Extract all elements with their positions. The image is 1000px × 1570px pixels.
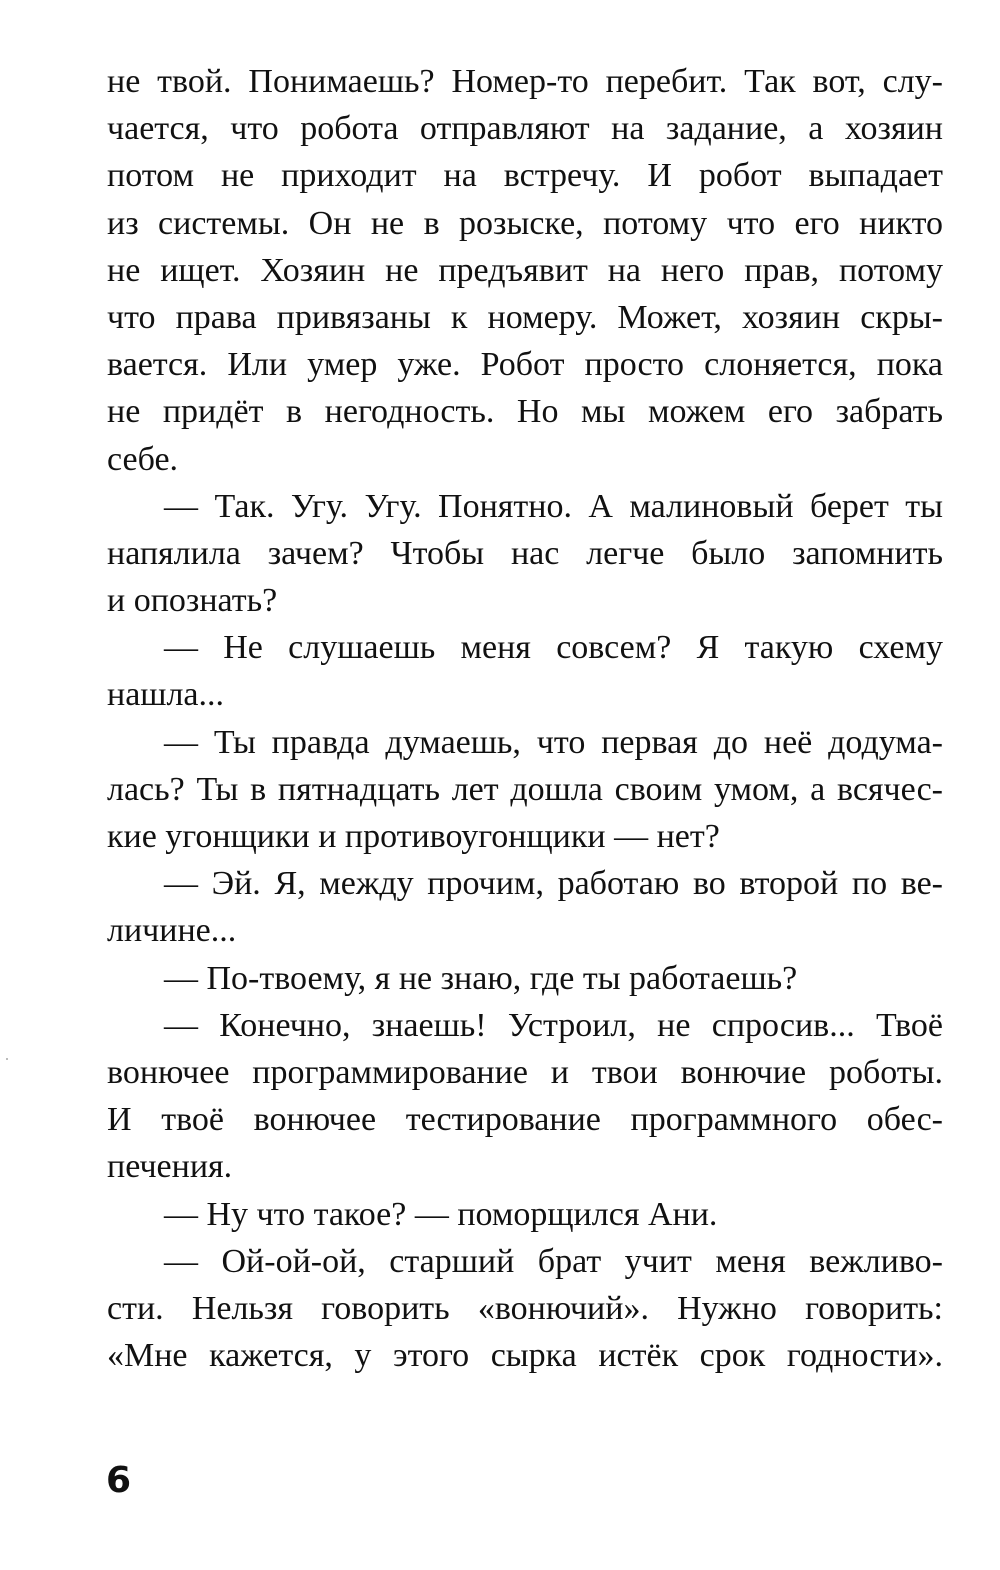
text-line: не придёт в негодность. Но мы можем его забрать [107,393,943,431]
text-line: печения. [107,1148,233,1186]
text-line: — Эй. Я, между прочим, работаю во второй по ве- [164,865,943,903]
scan-speck [6,1058,8,1060]
text-line: сти. Нельзя говорить «вонючий». Нужно говорить: [107,1289,943,1327]
text-line: напялила зачем? Чтобы нас легче было запомнить [107,534,943,572]
page-number: 6 [106,1460,132,1501]
text-line: — Конечно, знаешь! Устроил, не спросив... Твоё [164,1006,943,1044]
text-line: «Мне кажется, у этого сырка истёк срок годности». [107,1337,943,1375]
text-line: себе. [107,440,179,478]
text-line: — По-твоему, я не знаю, где ты работаешь? [164,959,798,997]
text-line: — Так. Угу. Угу. Понятно. А малиновый берет ты [164,487,943,525]
text-line: нашла... [107,676,225,714]
text-line: и опознать? [107,582,278,620]
text-line: кие угонщики и противоугонщики — нет? [107,818,720,855]
text-line: — Ой-ой-ой, старший брат учит меня вежливо- [164,1242,943,1280]
text-line: из системы. Он не в розыске, потому что его никто [107,204,943,242]
text-line: — Ты правда думаешь, что первая до неё додума- [164,723,943,761]
text-line: — Не слушаешь меня совсем? Я такую схему [164,629,943,667]
text-line: лась? Ты в пятнадцать лет дошла своим умом, а всячес- [107,770,943,808]
text-line: И твоё вонючее тестирование программного обес- [107,1101,943,1139]
text-line: не ищет. Хозяин не предъявит на него прав, потому [107,251,943,289]
text-line: не твой. Понимаешь? Номер-то перебит. Так вот, слу- [107,63,943,100]
text-line: потом не приходит на встречу. И робот выпадает [107,157,943,195]
body-text [107,58,943,1379]
text-line: что права привязаны к номеру. Может, хозяин скры- [107,298,943,336]
text-line: вонючее программирование и твои вонючие роботы. [107,1053,943,1091]
text-line: чается, что робота отправляют на задание, а хозяин [107,110,943,148]
text-line: вается. Или умер уже. Робот просто слоняется, пока [107,346,943,384]
text-line: — Ну что такое? — поморщился Ани. [164,1195,718,1233]
text-line: личине... [107,912,237,950]
